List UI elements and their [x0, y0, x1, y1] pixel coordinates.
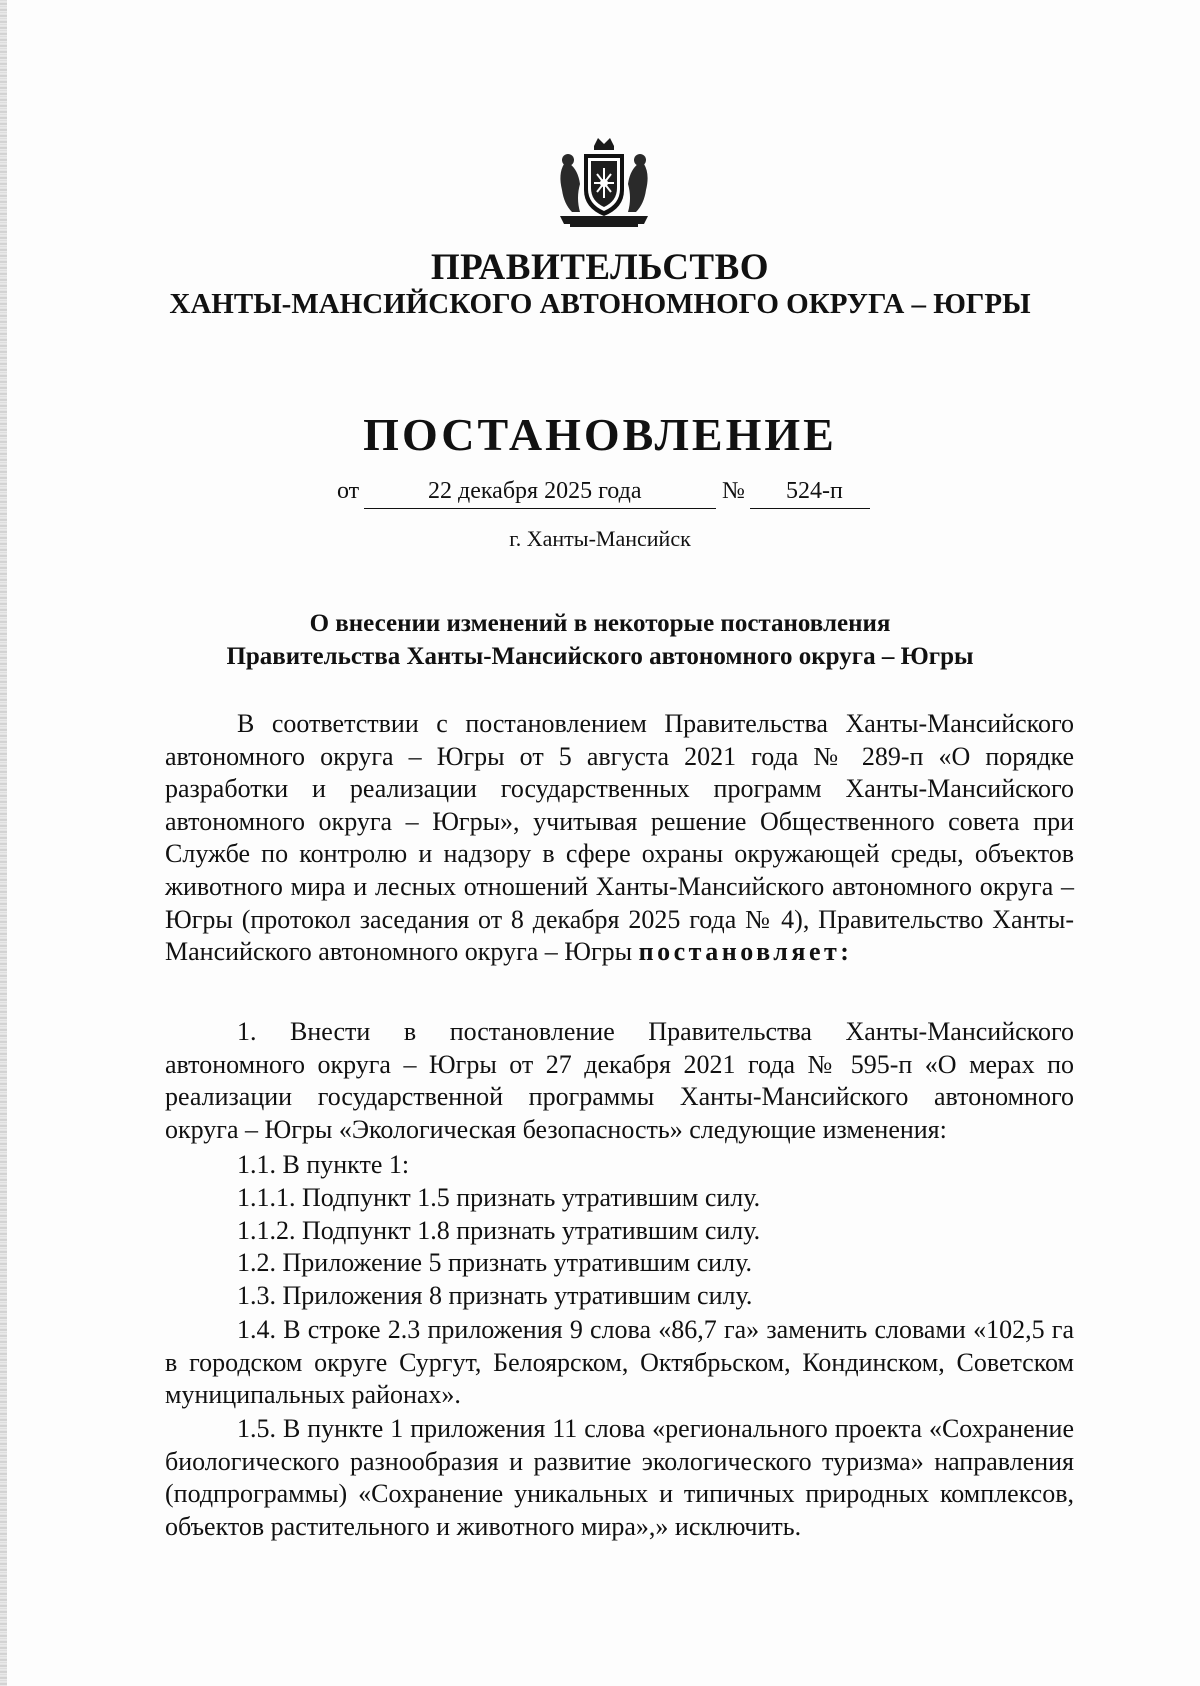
- item-1-3: 1.3. Приложения 8 признать утратившим силу.: [237, 1281, 753, 1310]
- item-1-4: 1.4. В строке 2.3 приложения 9 слова «86,7 га» заменить словами «102,5 га в городском округе Сургут, Белоярском, Октябрьском, Кондинском, Советском муниципальных районах».: [165, 1315, 1074, 1410]
- document-date: 22 декабря 2025 года: [428, 478, 642, 504]
- preamble-text: В соответствии с постановлением Правительства Ханты-Мансийского автономного округа – Югры от 5 августа 2021 года № 289-п «О порядке разработки и реализации государственных программ Ханты-Мансийского автономного округа – Югры», учитывая решение Общественного совета при Службе по контролю и надзору в сфере охраны окружающей среды, объектов животного мира и лесных отношений Ханты-Мансийского автономного округа – Югры (протокол заседания от 8 декабря 2025 года № 4), Правительство Ханты-Мансийского автономного округа – Югры: [165, 709, 1074, 967]
- number-sign: №: [722, 478, 745, 504]
- number-underline: [750, 508, 870, 509]
- item-1-1-2: 1.1.2. Подпункт 1.8 признать утратившим силу.: [237, 1216, 761, 1245]
- item-1-5: 1.5. В пункте 1 приложения 11 слова «регионального проекта «Сохранение биологического разнообразия и развитие экологического туризма» направления (подпрограммы) «Сохранение уникальных и типичных природных комплексов, объектов растительного и животного мира»,» исключить.: [165, 1414, 1074, 1541]
- title-line-2: Правительства Ханты-Мансийского автономного округа – Югры: [226, 643, 974, 670]
- coat-of-arms-icon: [550, 134, 658, 230]
- item-1-1-1: 1.1.1. Подпункт 1.5 признать утратившим силу.: [237, 1183, 761, 1212]
- date-prefix: от: [337, 478, 360, 504]
- city: г. Ханты-Мансийск: [509, 526, 691, 551]
- document-type: ПОСТАНОВЛЕНИЕ: [363, 409, 837, 460]
- organization-subtitle: ХАНТЫ-МАНСИЙСКОГО АВТОНОМНОГО ОКРУГА – ЮГРЫ: [169, 288, 1031, 320]
- date-underline: [364, 508, 716, 509]
- preamble-paragraph: [165, 708, 1074, 969]
- title-line-1: О внесении изменений в некоторые постановления: [309, 610, 891, 637]
- item-1-2: 1.2. Приложение 5 признать утратившим силу.: [237, 1248, 752, 1277]
- organization-name: ПРАВИТЕЛЬСТВО: [430, 247, 770, 288]
- item-1: 1. Внести в постановление Правительства Ханты-Мансийского автономного округа – Югры от 27 декабря 2021 года № 595-п «О мерах по реализации государственной программы Ханты-Мансийского автономного округа – Югры «Экологическая безопасность» следующие изменения:: [165, 1017, 1074, 1144]
- item-1-1: 1.1. В пункте 1:: [237, 1150, 410, 1179]
- decree-word: постановляет:: [638, 937, 853, 967]
- document-number: 524-п: [786, 478, 843, 504]
